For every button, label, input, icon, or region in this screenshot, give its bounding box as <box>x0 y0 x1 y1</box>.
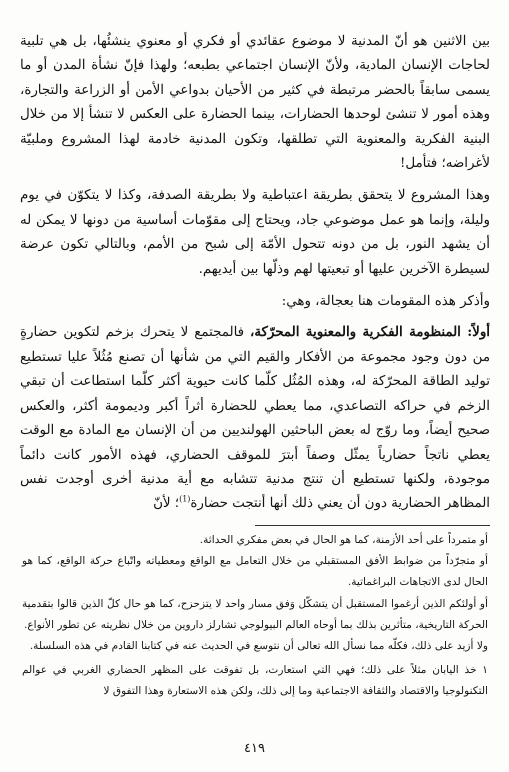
paragraph-4 <box>20 320 490 516</box>
paragraph-4-tail: ؛ لأنّ <box>153 496 180 512</box>
footnote-2: أو متجرّداً من ضوابط الأفق المستقبلي من خلال التعامل مع الواقع ومعطياته واتّباع حركة الواقع، كما هو الحال لدى الاتجاهات البراغماتية. <box>22 555 488 589</box>
footnote-5: ١ خذ اليابان مثلاً على ذلك؛ فهي التي استعارت، بل تفوقت على المظهر الحضاري الغربي في عوالم التكنولوجيا والاقتصاد والثقافة الاجتماعية وما إلى ذلك، ولكن هذه الاستعارة وهذا التفوق لا <box>22 664 488 698</box>
footnote-divider <box>255 525 490 526</box>
footnote-reference: (1) <box>179 494 191 504</box>
section-heading: أولاً: المنظومة الفكرية والمعنوية المحرّكة، <box>250 324 490 341</box>
paragraph-2: وهذا المشروع لا يتحقق بطريقة اعتباطية ولا بطريقة الصدفة، وكذا لا يتكوّن في يوم وليلة، وإنما هو عمل موضوعي جاد، ويحتاج إلى مقوّمات أساسية من دونها لا يمكن له أن يشهد النور، بل من دونه تتحول الأمّة إلى شبح من الأمم، وبالتالي تكون عرضة لسيطرة الآخرين عليها أو تبعيتها لهم وذلّها بين أيديهم. <box>20 188 490 277</box>
footnotes <box>22 530 488 703</box>
page-number: ٤١٩ <box>244 741 265 756</box>
paragraph-1: بين الاثنين هو أنّ المدنية لا موضوع عقائدي أو فكري أو معنوي ينشئُها، بل هي تلبية لحاجات الإنسان المادية، ولأنّ الإنسان اجتماعي بطبعه؛ ولهذا فإنّ نشأة المدن أو ما يسمى سابقاً بالحضر مرتبطة في كثير من الأحيان بدواعي الأمن أو الزراعة والتجارة، وهذه أمور لا تنشئ لوحدها الحضارات، بينما الحضارة على العكس لا تنشأ إلا من خلال البنية الفكرية والمعنوية التي تطلقها، وتكون المدنية خادمة لهذا المشروع وملبيّة لأغراضه؛ فتأمل! <box>20 34 490 172</box>
paragraph-3: وأذكر هذه المقومات هنا بعجالة، وهي: <box>281 294 490 310</box>
paragraph-4-text: فالمجتمع لا يتحرك بزخم لتكوين حضارةٍ من دون وجود مجموعة من الأفكار والقيم التي من شأنها أن تصنع مُثُلاً عليا تستطيع توليد الطاقة المحرّكة له، وهذه المُثُل كلّما كانت حيوية أكثر كلّما استطاعت أن تبقي الزخم في حراكه التصاعدي، مما يعطي للحضارة أثراً أكبر وديمومة أكثر، والعكس صحيح أيضاً، وما روّج له بعض الباحثين الهولنديين من أن الإنسان مع المادة مع الوقت يعطي ناتجاً حضارياً يمثّل وصفاً أبترَ للموقف الحضاري، فهذه الأمور كانت دائماً موجودة، ولكنها تستطيع أن تنتج مدنية تتشابه مع أية مدنية أخرى أوجدت نفس المظاهر الحضارية دون أن يعني ذلك أنها أنتجت حضارة <box>20 325 490 512</box>
footnote-4: ولا أزيد على ذلك، فكلّه مما نسأل الله تعالى أن نتوسع في الحديث عنه في كتابنا القادم في هذه السلسلة. <box>29 640 488 653</box>
footnote-3: أو أولئكم الذين أرغموا المستقبل أن يتشكّل وَفق مسار واحد لا يتزحزح، كما هو حال كلّ الذين قالوا بتقدمية الحركة التاريخية، متأثرين بذلك بما أوحاه العالم البيولوجي تشارلز داروين من خلال نظريته عن تطور الأنواع. <box>22 597 488 631</box>
footnote-1: أو متمرداً على أحد الأزمنة، كما هو الحال في بعض مفكري الحداثة. <box>199 534 488 546</box>
main-text <box>20 30 490 517</box>
